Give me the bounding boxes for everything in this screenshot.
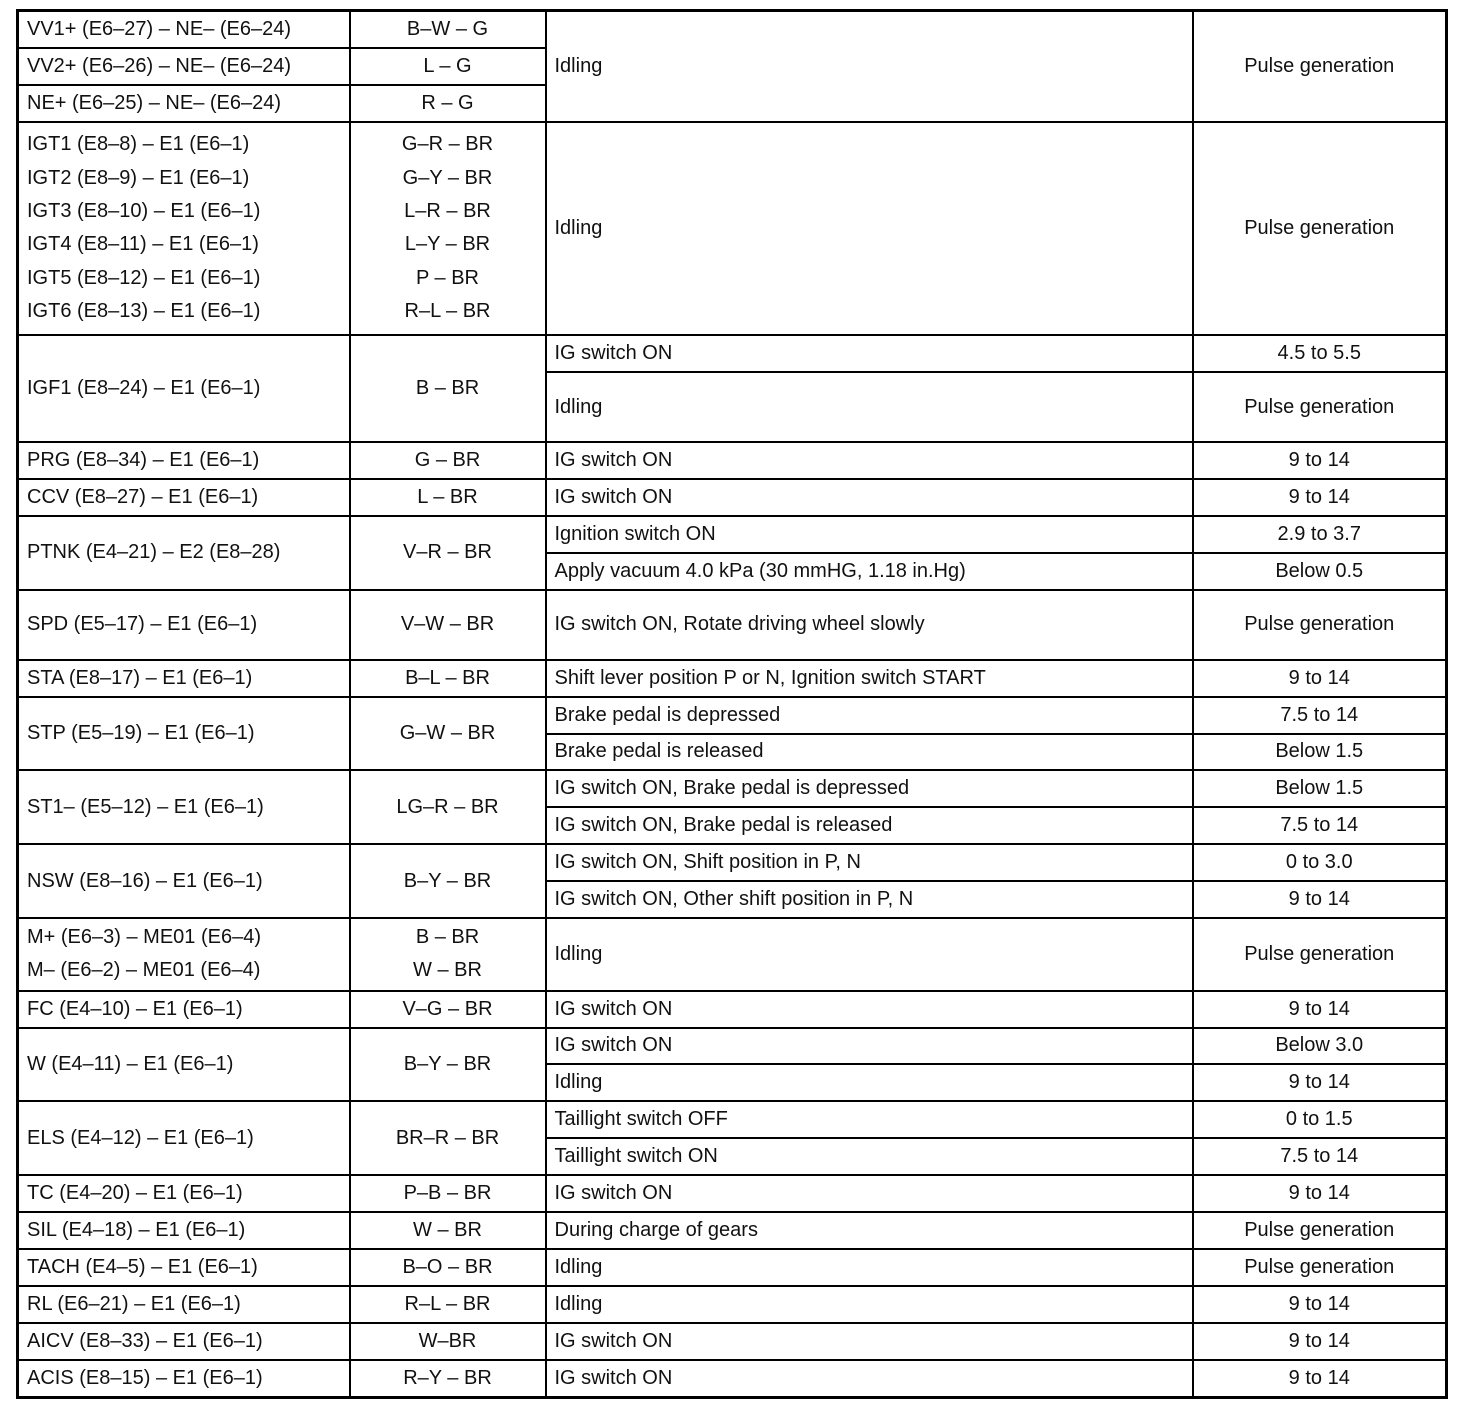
- table-row: [18, 844, 1447, 881]
- wiring-color-cell: [350, 918, 546, 991]
- condition-cell: Taillight switch OFF: [546, 1101, 1193, 1138]
- spec-cell: Below 3.0: [1193, 1028, 1447, 1065]
- terminal-cell: SIL (E4–18) – E1 (E6–1): [18, 1212, 350, 1249]
- table-row: [18, 1286, 1447, 1323]
- terminal-cell: FC (E4–10) – E1 (E6–1): [18, 991, 350, 1028]
- table-row: [18, 1360, 1447, 1398]
- condition-cell: Idling: [546, 372, 1193, 442]
- condition-cell: Idling: [546, 122, 1193, 335]
- table-row: [18, 1323, 1447, 1360]
- wiring-line: G–Y – BR: [402, 166, 493, 189]
- condition-cell: IG switch ON: [546, 442, 1193, 479]
- spec-cell: Below 1.5: [1193, 770, 1447, 807]
- condition-cell: IG switch ON, Rotate driving wheel slowly: [546, 590, 1193, 660]
- table-row: [18, 770, 1447, 807]
- terminal-cell: VV2+ (E6–26) – NE– (E6–24): [18, 48, 350, 85]
- wiring-color-cell: B – BR: [350, 335, 546, 442]
- spec-cell: 9 to 14: [1193, 1064, 1447, 1101]
- terminal-cell: TC (E4–20) – E1 (E6–1): [18, 1175, 350, 1212]
- spec-cell: 2.9 to 3.7: [1193, 516, 1447, 553]
- terminal-voltage-table: [16, 9, 1448, 1399]
- wiring-color-cell: G–W – BR: [350, 697, 546, 771]
- condition-cell: Apply vacuum 4.0 kPa (30 mmHG, 1.18 in.Hg): [546, 553, 1193, 590]
- spec-cell: 4.5 to 5.5: [1193, 335, 1447, 372]
- wiring-line: L–R – BR: [404, 200, 491, 223]
- condition-cell: Idling: [546, 11, 1193, 122]
- table-row: [18, 442, 1447, 479]
- spec-cell: 9 to 14: [1193, 1175, 1447, 1212]
- condition-cell: IG switch ON, Shift position in P, N: [546, 844, 1193, 881]
- terminal-cell: W (E4–11) – E1 (E6–1): [18, 1028, 350, 1102]
- wiring-color-cell: B–W – G: [350, 11, 546, 48]
- condition-cell: IG switch ON: [546, 1323, 1193, 1360]
- condition-cell: Ignition switch ON: [546, 516, 1193, 553]
- terminal-line: IGT6 (E8–13) – E1 (E6–1): [27, 300, 261, 323]
- terminal-cell: TACH (E4–5) – E1 (E6–1): [18, 1249, 350, 1286]
- spec-cell: 7.5 to 14: [1193, 807, 1447, 844]
- terminal-line: IGT3 (E8–10) – E1 (E6–1): [27, 200, 261, 223]
- table-row: [18, 991, 1447, 1028]
- terminal-cell: NE+ (E6–25) – NE– (E6–24): [18, 85, 350, 122]
- condition-cell: Taillight switch ON: [546, 1138, 1193, 1175]
- table-row: [18, 1028, 1447, 1065]
- terminal-cell: STA (E8–17) – E1 (E6–1): [18, 660, 350, 697]
- wiring-line: G–R – BR: [401, 133, 494, 156]
- spec-cell: Pulse generation: [1193, 11, 1447, 122]
- spec-cell: 9 to 14: [1193, 1286, 1447, 1323]
- terminal-cell: SPD (E5–17) – E1 (E6–1): [18, 590, 350, 660]
- condition-cell: Idling: [546, 1249, 1193, 1286]
- condition-cell: Idling: [546, 1064, 1193, 1101]
- terminal-cell: VV1+ (E6–27) – NE– (E6–24): [18, 11, 350, 48]
- terminal-cell: [18, 918, 350, 991]
- terminal-line: M– (E6–2) – ME01 (E6–4): [27, 959, 261, 982]
- table-row: [18, 660, 1447, 697]
- wiring-color-cell: P–B – BR: [350, 1175, 546, 1212]
- spec-cell: Pulse generation: [1193, 122, 1447, 335]
- condition-cell: IG switch ON: [546, 1175, 1193, 1212]
- wiring-color-cell: B–Y – BR: [350, 1028, 546, 1102]
- table-row: [18, 335, 1447, 372]
- wiring-color-cell: B–O – BR: [350, 1249, 546, 1286]
- wiring-color-cell: B–L – BR: [350, 660, 546, 697]
- table-row: [18, 1249, 1447, 1286]
- table-row: [18, 479, 1447, 516]
- wiring-color-cell: W–BR: [350, 1323, 546, 1360]
- wiring-color-cell: R–L – BR: [350, 1286, 546, 1323]
- spec-cell: Pulse generation: [1193, 1212, 1447, 1249]
- spec-cell: Below 0.5: [1193, 553, 1447, 590]
- wiring-line: B – BR: [415, 925, 480, 948]
- table-row: [18, 1101, 1447, 1138]
- terminal-cell: NSW (E8–16) – E1 (E6–1): [18, 844, 350, 918]
- terminal-line: M+ (E6–3) – ME01 (E6–4): [27, 925, 261, 948]
- spec-cell: 9 to 14: [1193, 991, 1447, 1028]
- wiring-color-cell: G – BR: [350, 442, 546, 479]
- condition-cell: IG switch ON: [546, 991, 1193, 1028]
- wiring-color-cell: R–Y – BR: [350, 1360, 546, 1398]
- wiring-color-cell: BR–R – BR: [350, 1101, 546, 1175]
- terminal-cell: AICV (E8–33) – E1 (E6–1): [18, 1323, 350, 1360]
- terminal-cell: RL (E6–21) – E1 (E6–1): [18, 1286, 350, 1323]
- wiring-color-cell: LG–R – BR: [350, 770, 546, 844]
- spec-cell: 0 to 3.0: [1193, 844, 1447, 881]
- condition-cell: Shift lever position P or N, Ignition switch START: [546, 660, 1193, 697]
- spec-cell: 0 to 1.5: [1193, 1101, 1447, 1138]
- spec-cell: Pulse generation: [1193, 590, 1447, 660]
- terminal-line: IGT4 (E8–11) – E1 (E6–1): [27, 233, 259, 256]
- condition-cell: Idling: [546, 918, 1193, 991]
- terminal-cell: ST1– (E5–12) – E1 (E6–1): [18, 770, 350, 844]
- terminal-cell: [18, 122, 350, 335]
- condition-cell: IG switch ON, Other shift position in P, N: [546, 881, 1193, 918]
- condition-cell: Brake pedal is depressed: [546, 697, 1193, 734]
- terminal-cell: IGF1 (E8–24) – E1 (E6–1): [18, 335, 350, 442]
- spec-cell: 9 to 14: [1193, 1323, 1447, 1360]
- terminal-cell: STP (E5–19) – E1 (E6–1): [18, 697, 350, 771]
- wiring-color-cell: L – G: [350, 48, 546, 85]
- table-row: [18, 918, 1447, 991]
- table-row: [18, 590, 1447, 660]
- table-row: [18, 1212, 1447, 1249]
- condition-cell: Idling: [546, 1286, 1193, 1323]
- condition-cell: Brake pedal is released: [546, 734, 1193, 771]
- table-row: [18, 516, 1447, 553]
- condition-cell: IG switch ON, Brake pedal is depressed: [546, 770, 1193, 807]
- wiring-line: W – BR: [413, 959, 482, 982]
- wiring-color-cell: W – BR: [350, 1212, 546, 1249]
- wiring-color-cell: [350, 122, 546, 335]
- condition-cell: IG switch ON, Brake pedal is released: [546, 807, 1193, 844]
- spec-cell: 9 to 14: [1193, 479, 1447, 516]
- condition-cell: IG switch ON: [546, 1028, 1193, 1065]
- spec-cell: 9 to 14: [1193, 881, 1447, 918]
- spec-cell: Below 1.5: [1193, 734, 1447, 771]
- terminal-cell: CCV (E8–27) – E1 (E6–1): [18, 479, 350, 516]
- terminal-line: IGT1 (E8–8) – E1 (E6–1): [27, 133, 250, 156]
- wiring-color-cell: V–G – BR: [350, 991, 546, 1028]
- wiring-color-cell: V–R – BR: [350, 516, 546, 590]
- terminal-cell: PRG (E8–34) – E1 (E6–1): [18, 442, 350, 479]
- table-row: [18, 122, 1447, 335]
- wiring-color-cell: B–Y – BR: [350, 844, 546, 918]
- spec-cell: Pulse generation: [1193, 372, 1447, 442]
- spec-cell: 9 to 14: [1193, 442, 1447, 479]
- terminal-line: IGT2 (E8–9) – E1 (E6–1): [27, 166, 250, 189]
- wiring-color-cell: V–W – BR: [350, 590, 546, 660]
- spec-cell: 7.5 to 14: [1193, 1138, 1447, 1175]
- wiring-line: R–L – BR: [404, 300, 491, 323]
- wiring-line: L–Y – BR: [404, 233, 491, 256]
- spec-cell: 9 to 14: [1193, 1360, 1447, 1398]
- terminal-line: IGT5 (E8–12) – E1 (E6–1): [27, 266, 261, 289]
- spec-cell: Pulse generation: [1193, 1249, 1447, 1286]
- condition-cell: During charge of gears: [546, 1212, 1193, 1249]
- terminal-cell: ACIS (E8–15) – E1 (E6–1): [18, 1360, 350, 1398]
- wiring-color-cell: R – G: [350, 85, 546, 122]
- spec-cell: 9 to 14: [1193, 660, 1447, 697]
- wiring-color-cell: L – BR: [350, 479, 546, 516]
- condition-cell: IG switch ON: [546, 479, 1193, 516]
- wiring-line: P – BR: [416, 266, 479, 289]
- table-row: [18, 11, 1447, 48]
- condition-cell: IG switch ON: [546, 335, 1193, 372]
- condition-cell: IG switch ON: [546, 1360, 1193, 1398]
- spec-cell: Pulse generation: [1193, 918, 1447, 991]
- table-row: [18, 1175, 1447, 1212]
- terminal-cell: ELS (E4–12) – E1 (E6–1): [18, 1101, 350, 1175]
- spec-cell: 7.5 to 14: [1193, 697, 1447, 734]
- terminal-cell: PTNK (E4–21) – E2 (E8–28): [18, 516, 350, 590]
- table-row: [18, 697, 1447, 734]
